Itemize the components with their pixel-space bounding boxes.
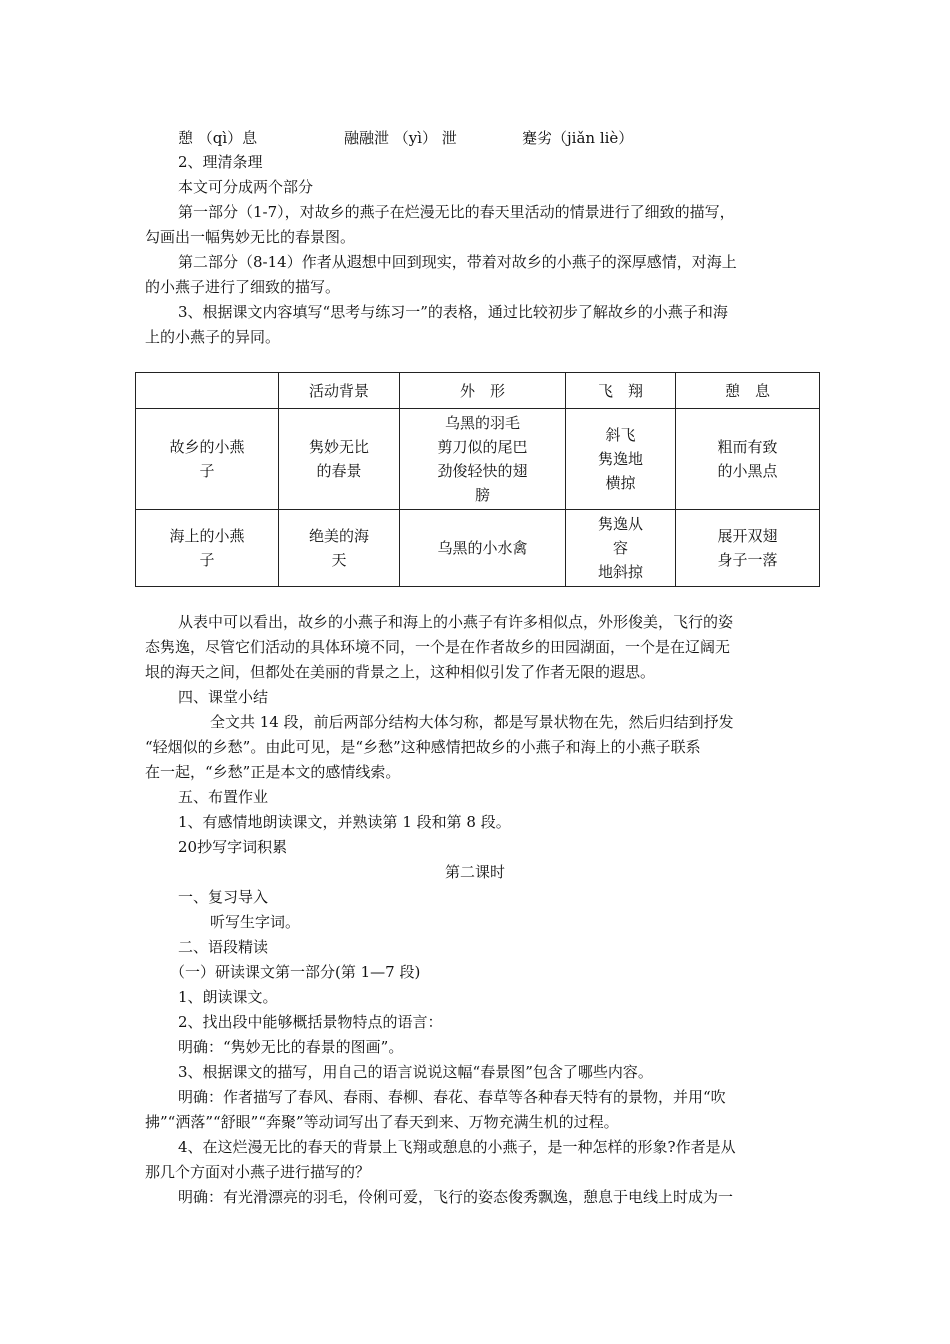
section-heading: 2、理清条理 [178,153,263,171]
section-heading: 一、复习导入 [178,888,269,906]
paragraph-line: 垠的海天之间，但都处在美丽的背景之上，这种相似引发了作者无限的遐思。 [145,663,656,681]
table-header-cell [136,373,279,409]
paragraph-line: 的小燕子进行了细致的描写。 [145,278,341,296]
paragraph-line: 1、有感情地朗读课文，并熟读第 1 段和第 8 段。 [178,813,511,831]
table-header-cell: 外 形 [400,373,566,409]
table-cell: 隽妙无比 的春景 [279,409,400,510]
table-cell: 隽逸从 容 地斜掠 [566,510,676,587]
paragraph-line: 3、根据课文的描写，用自己的语言说说这幅“春景图”包含了哪些内容。 [178,1063,653,1081]
paragraph-line: “轻烟似的乡愁”。由此可见，是“乡愁”这种感情把故乡的小燕子和海上的小燕子联系 [145,738,701,756]
section-heading: 五、布置作业 [178,788,269,806]
paragraph-line: 明确：有光滑漂亮的羽毛，伶俐可爱，飞行的姿态俊秀飘逸，憩息于电线上时成为一 [178,1188,734,1206]
paragraph-line: 全文共 14 段，前后两部分结构大体匀称，都是写景状物在先，然后归结到抒发 [210,713,734,731]
paragraph-line: 勾画出一幅隽妙无比的春景图。 [145,228,356,246]
paragraph-line: 在一起，“乡愁”正是本文的感情线索。 [145,763,401,781]
section-heading: 四、课堂小结 [178,688,269,706]
table-cell: 故乡的小燕 子 [136,409,279,510]
section-heading: 二、语段精读 [178,938,269,956]
paragraph-line: 第一部分（1-7），对故乡的燕子在烂漫无比的春天里活动的情景进行了细致的描写， [178,203,735,221]
subsection-heading: （一）研读课文第一部分(第 1—7 段) [170,963,421,981]
table-cell: 斜飞 隽逸地 横掠 [566,409,676,510]
paragraph-line: 明确：“隽妙无比的春景的图画”。 [178,1038,404,1056]
paragraph-line: 2、找出段中能够概括景物特点的语言： [178,1013,443,1031]
comparison-table [135,372,820,587]
table-cell: 乌黑的小水禽 [400,510,566,587]
table-cell: 展开双翅 身子一落 [676,510,820,587]
table-cell: 绝美的海 天 [279,510,400,587]
table-header-cell: 飞 翔 [566,373,676,409]
pinyin-item: 蹇劣（jiǎn liè） [522,129,634,147]
pinyin-item: 憩 （qì）息 [178,129,258,147]
paragraph-line: 20抄写字词积累 [178,838,288,856]
paragraph-line: 态隽逸，尽管它们活动的具体环境不同，一个是在作者故乡的田园湖面，一个是在辽阔无 [145,638,731,656]
paragraph-line: 4、在这烂漫无比的春天的背景上飞翔或憩息的小燕子，是一种怎样的形象?作者是从 [178,1138,736,1156]
paragraph-line: 3、根据课文内容填写“思考与练习一”的表格，通过比较初步了解故乡的小燕子和海 [178,303,728,321]
table-row [136,409,820,510]
table-header-cell: 憩 息 [676,373,820,409]
table-header-row [136,373,820,409]
table-cell: 海上的小燕 子 [136,510,279,587]
pinyin-item: 融融泄 （yì） 泄 [344,129,457,147]
paragraph-line: 听写生字词。 [210,913,301,931]
paragraph-line: 第二部分（8-14）作者从遐想中回到现实，带着对故乡的小燕子的深厚感情，对海上 [178,253,737,271]
table-row [136,510,820,587]
table-cell: 粗而有致 的小黑点 [676,409,820,510]
table-cell: 乌黑的羽毛 剪刀似的尾巴 劲俊轻快的翅 膀 [400,409,566,510]
paragraph-line: 拂”“洒落”“舒眼”“奔聚”等动词写出了春天到来、万物充满生机的过程。 [145,1113,619,1131]
paragraph-line: 本文可分成两个部分 [178,178,314,196]
paragraph-line: 那几个方面对小燕子进行描写的？ [145,1163,371,1181]
lesson-title: 第二课时 [444,863,505,881]
table-header-cell: 活动背景 [279,373,400,409]
paragraph-line: 上的小燕子的异同。 [145,328,281,346]
paragraph-line: 明确：作者描写了春风、春雨、春柳、春花、春草等各种春天特有的景物，并用“吹 [178,1088,726,1106]
paragraph-line: 从表中可以看出，故乡的小燕子和海上的小燕子有许多相似点，外形俊美，飞行的姿 [178,613,734,631]
paragraph-line: 1、朗读课文。 [178,988,278,1006]
